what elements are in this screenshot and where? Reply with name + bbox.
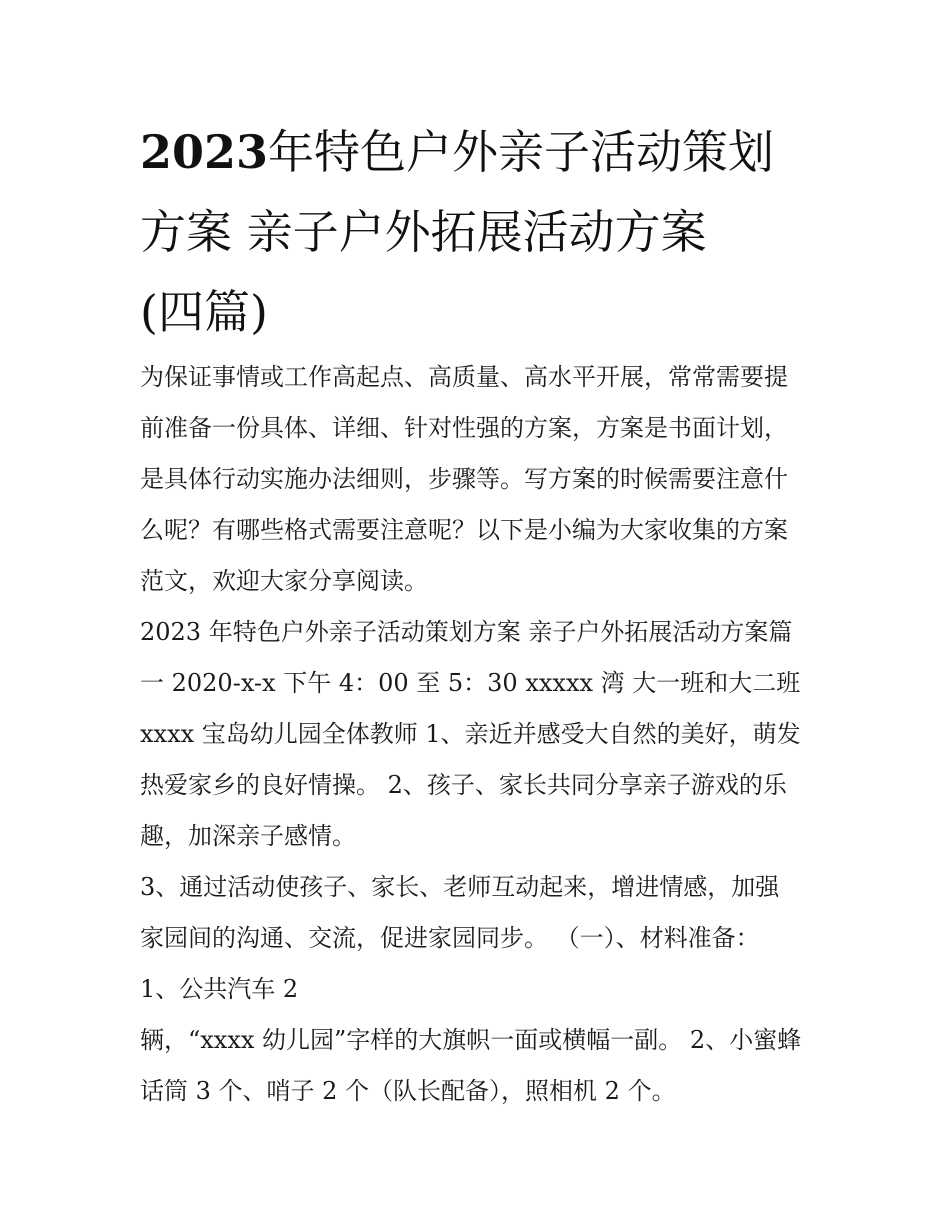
text-line: 话筒 3 个、哨子 2 个（队长配备），照相机 2 个。 <box>140 1077 676 1105</box>
materials-item-one <box>140 964 830 1015</box>
plan-one-paragraph <box>140 607 830 862</box>
materials-paragraph <box>140 1015 830 1117</box>
title-line-3: (四篇) <box>140 285 268 339</box>
text-line: 家园间的沟通、交流，促进家园同步。 （一）、材料准备： <box>140 924 760 952</box>
text-line: 辆，“xxxx 幼儿园”字样的大旗帜一面或横幅一副。 2、小蜜蜂 <box>140 1026 802 1054</box>
text-line: 趣，加深亲子感情。 <box>140 822 356 850</box>
document-body <box>140 352 830 1117</box>
text-line: 一 2020-x-x 下午 4：00 至 5：30 xxxxx 湾 大一班和大二班 <box>140 669 801 697</box>
title-year: 2023 <box>140 125 269 179</box>
text-line: 么呢？有哪些格式需要注意呢？以下是小编为大家收集的方案 <box>140 516 788 544</box>
text-line: 前准备一份具体、详细、针对性强的方案，方案是书面计划， <box>140 414 788 442</box>
title-line-2: 方案 亲子户外拓展活动方案 <box>140 205 707 259</box>
text-line: 为保证事情或工作高起点、高质量、高水平开展，常常需要提 <box>140 363 788 391</box>
text-line: 是具体行动实施办法细则，步骤等。写方案的时候需要注意什 <box>140 465 788 493</box>
text-line: 3、通过活动使孩子、家长、老师互动起来，增进情感，加强 <box>140 873 780 901</box>
title-line-1-text: 年特色户外亲子活动策划 <box>268 125 775 179</box>
text-line: 热爱家乡的良好情操。 2、孩子、家长共同分享亲子游戏的乐 <box>140 771 787 799</box>
intro-paragraph <box>140 352 830 607</box>
document-title <box>140 112 830 352</box>
text-line: 2023 年特色户外亲子活动策划方案 亲子户外拓展活动方案篇 <box>140 618 793 646</box>
text-line: xxxx 宝岛幼儿园全体教师 1、亲近并感受大自然的美好，萌发 <box>140 720 801 748</box>
text-line: 范文，欢迎大家分享阅读。 <box>140 567 428 595</box>
title-line-1 <box>140 112 830 192</box>
goal-three-paragraph <box>140 862 830 964</box>
text-line: 1、公共汽车 2 <box>140 975 299 1003</box>
